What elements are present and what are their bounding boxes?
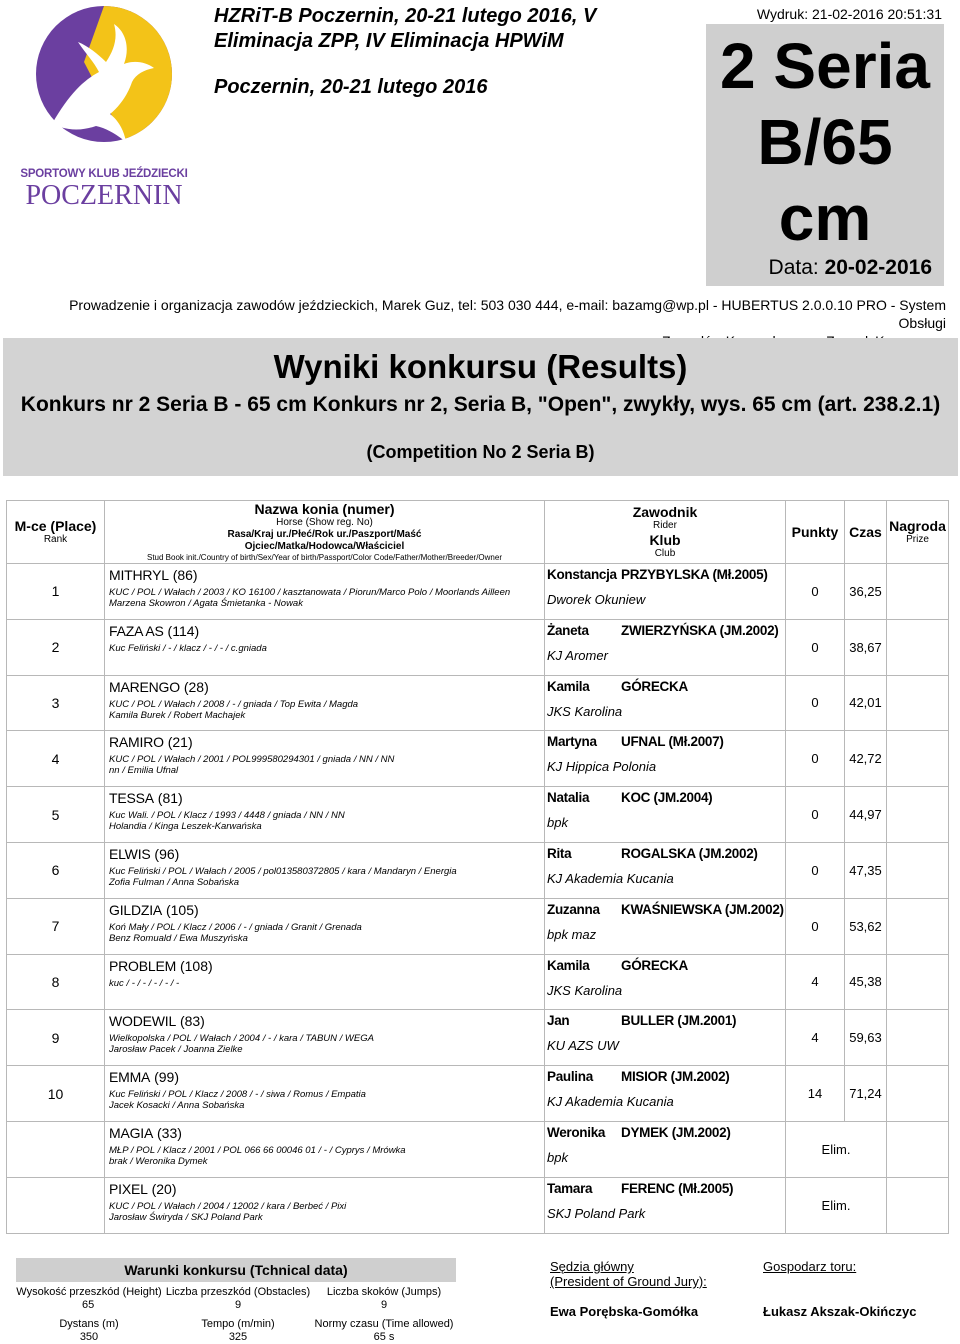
- rider-club: KJ Hippica Polonia: [547, 759, 657, 775]
- rank-cell: 6: [7, 842, 105, 898]
- horse-title: ELWIS: [109, 845, 151, 862]
- header-stud-book: Stud Book init./Country of birth/Sex/Year of birth/Passport/Color Code/Father/Mother/Breeder/Owner: [147, 553, 502, 562]
- rider-cell: [545, 787, 786, 843]
- time-cell: 44,97: [845, 787, 887, 843]
- rider-cell: [545, 1010, 786, 1066]
- technical-data-title: Warunki konkursu (Tchnical data): [16, 1258, 456, 1282]
- horse-title: MITHRYL: [109, 567, 169, 583]
- rider-cell: [545, 675, 786, 731]
- horse-breed-info: MŁP / POL / Klacz / 2001 / POL 066 66 00046 01 / - / Cyprys / Mrówka: [109, 1144, 406, 1156]
- table-header-row: [7, 501, 949, 564]
- prize-cell: [887, 564, 949, 620]
- rider-club: bpk maz: [547, 926, 597, 942]
- points-cell: 0: [786, 842, 845, 898]
- distance-cell: [14, 1318, 164, 1344]
- horse-name: [109, 790, 544, 806]
- horse-name: [109, 567, 544, 583]
- rank-cell: 10: [7, 1066, 105, 1122]
- horse-owner-info: Jacek Kosacki / Anna Sobańska: [109, 1100, 245, 1112]
- header-rank-label: Rank: [43, 534, 68, 545]
- horse-cell: [105, 898, 545, 954]
- horse-owner-info: Benz Romuald / Ewa Muszyńska: [109, 932, 248, 944]
- rider-first-name: Kamila: [547, 678, 590, 694]
- table-row: [7, 1066, 949, 1122]
- horse-info: [109, 810, 544, 832]
- horse-owner-info: nn / Emilia Ufnal: [109, 765, 179, 777]
- rider-cell: [545, 1121, 786, 1177]
- results-body: [7, 564, 949, 1234]
- rider-first-name: Kamila: [547, 957, 590, 973]
- rider-name: [547, 1125, 785, 1140]
- horse-number: (114): [167, 622, 200, 639]
- horse-cell: [105, 1177, 545, 1233]
- points-cell: 0: [786, 787, 845, 843]
- horse-cell: [105, 787, 545, 843]
- height-label: Wysokość przeszkód (Height): [16, 1286, 162, 1298]
- horse-breed-info: KUC / POL / Wałach / 2001 / POL999580294301 / gniada / NN / NN: [109, 754, 395, 766]
- horse-number: (96): [154, 845, 180, 862]
- horse-breed-info: Kuc Wali. / POL / Klacz / 1993 / 4448 / gniada / NN / NN: [109, 810, 345, 822]
- horse-number: (33): [157, 1124, 182, 1141]
- horse-cell: [105, 1066, 545, 1122]
- jumps-value: 9: [380, 1299, 388, 1311]
- height-value: 65: [82, 1299, 95, 1311]
- rider-club: KJ Akademia Kucania: [547, 870, 674, 886]
- points-cell: 4: [786, 954, 845, 1010]
- rider-last-name: FERENC (Mł.2005): [621, 1180, 734, 1196]
- rider-name: [547, 623, 785, 638]
- competition-number: (Competition No 2 Seria B): [366, 442, 595, 462]
- horse-name: [109, 902, 544, 918]
- horse-info: [109, 643, 544, 654]
- header-breed: Rasa/Kraj ur./Płeć/Rok ur./Paszport/Maść: [227, 529, 422, 540]
- rider-club: SKJ Poland Park: [547, 1205, 646, 1221]
- horse-breed-info: KUC / POL / Wałach / 2004 / 12002 / kara / Berbeć / Pixi: [109, 1200, 347, 1212]
- header-place-label: M-ce (Place): [14, 518, 97, 534]
- rider-club: KU AZS UW: [547, 1038, 619, 1054]
- horse-breed-info: Kuc Feliński / POL / Wałach / 2005 / pol013580372805 / kara / Mandaryn / Energia: [109, 865, 457, 877]
- horse-number: (20): [151, 1180, 177, 1197]
- points-cell: 4: [786, 1010, 845, 1066]
- table-row: [7, 1121, 949, 1177]
- rider-first-name: Konstancja: [547, 567, 617, 582]
- event-place: Poczernin, 20-21 lutego 2016: [214, 76, 488, 98]
- horse-breed-info: Kuc Feliński / - / klacz / - / - / c.gniada: [109, 642, 267, 654]
- rank-cell: [7, 1177, 105, 1233]
- rider-name: [547, 1069, 785, 1084]
- header-horse: [105, 501, 545, 564]
- logo-text-line1: SPORTOWY KLUB JEŹDZIECKI: [20, 168, 188, 180]
- header-parents: Ojciec/Matka/Hodowca/Właściciel: [244, 541, 405, 552]
- rider-last-name: MISIOR (JM.2002): [621, 1069, 730, 1085]
- elimination-cell: Elim.: [786, 1121, 887, 1177]
- rider-club: bpk: [547, 815, 568, 831]
- rider-club: JKS Karolina: [547, 982, 623, 998]
- rank-cell: 9: [7, 1010, 105, 1066]
- rider-last-name: ZWIERZYŃSKA (JM.2002): [621, 622, 779, 638]
- rider-last-name: ROGALSKA (JM.2002): [621, 845, 758, 861]
- rider-first-name: Zuzanna: [547, 901, 600, 917]
- horse-owner-info: Zofia Fulman / Anna Sobańska: [109, 876, 240, 888]
- time-cell: 42,72: [845, 731, 887, 787]
- horse-info: [109, 1145, 544, 1167]
- rider-name: [547, 846, 785, 861]
- prize-cell: [887, 898, 949, 954]
- points-cell: 0: [786, 564, 845, 620]
- horse-info: [109, 1201, 544, 1223]
- prize-cell: [887, 1010, 949, 1066]
- rank-cell: 5: [7, 787, 105, 843]
- height-cell: [14, 1286, 164, 1312]
- series-name: 2 Seria B/65 cm: [720, 30, 930, 254]
- prize-cell: [887, 675, 949, 731]
- rider-cell: [545, 619, 786, 675]
- judge-label-1: Sędzia główny: [550, 1259, 634, 1274]
- organizer-line1: Prowadzenie i organizacja zawodów jeździeckich, Marek Guz, tel: 503 030 444, e-mail: bazamg@wp.pl - HUBERTUS 2.0.0.10 PRO - System Obsługi: [69, 297, 946, 331]
- table-row: [7, 564, 949, 620]
- event-title: HZRiT-B Poczernin, 20-21 lutego 2016, V Eliminacja ZPP, IV Eliminacja HPWiM: [214, 5, 597, 52]
- prize-cell: [887, 842, 949, 898]
- table-row: [7, 787, 949, 843]
- rider-last-name: UFNAL (Mł.2007): [621, 734, 724, 750]
- date-value: 20-02-2016: [824, 256, 932, 279]
- elimination-cell: Elim.: [786, 1177, 887, 1233]
- time-cell: 59,63: [845, 1010, 887, 1066]
- horse-number: (108): [179, 957, 213, 974]
- header-time: [845, 501, 887, 564]
- logo-text-line2: POCZERNIN: [25, 180, 183, 211]
- rider-cell: [545, 842, 786, 898]
- distance-value: 350: [79, 1331, 99, 1343]
- horse-info: [109, 922, 544, 944]
- time-cell: 47,35: [845, 842, 887, 898]
- rider-name: [547, 679, 785, 694]
- header-points: [786, 501, 845, 564]
- header-time-label: Czas: [849, 524, 882, 540]
- horse-cell: [105, 954, 545, 1010]
- horse-title: PIXEL: [109, 1180, 148, 1197]
- rider-name: [547, 567, 785, 582]
- horse-cell: [105, 619, 545, 675]
- table-row: [7, 954, 949, 1010]
- series-date: [706, 256, 932, 280]
- tempo-label: Tempo (m/min): [201, 1318, 275, 1330]
- prize-cell: [887, 731, 949, 787]
- results-band: [3, 338, 958, 476]
- horse-breed-info: Wielkopolska / POL / Wałach / 2004 / - / kara / TABUN / WEGA: [109, 1033, 374, 1045]
- horse-breed-info: Kuc Feliński / POL / Klacz / 2008 / - / siwa / Romus / Empatia: [109, 1089, 366, 1101]
- rider-last-name: DYMEK (JM.2002): [621, 1124, 731, 1140]
- horse-cell: [105, 731, 545, 787]
- obstacles-label: Liczba przeszkód (Obstacles): [165, 1286, 311, 1298]
- time-allowed-label: Normy czasu (Time allowed): [314, 1318, 454, 1330]
- time-cell: 71,24: [845, 1066, 887, 1122]
- points-cell: 0: [786, 898, 845, 954]
- horse-cell: [105, 675, 545, 731]
- horse-breed-info: KUC / POL / Wałach / 2008 / - / gniada / Top Ewita / Magda: [109, 698, 359, 710]
- table-row: [7, 731, 949, 787]
- tempo-cell: [163, 1318, 313, 1344]
- table-row: [7, 898, 949, 954]
- header-points-label: Punkty: [791, 524, 839, 540]
- horse-info: [109, 978, 544, 989]
- horse-name: [109, 846, 544, 862]
- horse-title: MAGIA: [109, 1124, 154, 1141]
- time-cell: 42,01: [845, 675, 887, 731]
- rider-last-name: KOC (JM.2004): [621, 790, 713, 806]
- rider-first-name: Jan: [547, 1013, 570, 1029]
- rider-last-name: GÓRECKA: [621, 957, 688, 973]
- horse-breed-info: KUC / POL / Wałach / 2003 / KO 16100 / kasztanowata / Piorun/Marco Polo / Moorlands Ailleen: [109, 587, 511, 598]
- header-club-label: Klub: [649, 532, 681, 548]
- series-box: [706, 24, 944, 286]
- header-rider-label: Zawodnik: [632, 504, 698, 520]
- horse-name: [109, 1013, 544, 1029]
- time-cell: 36,25: [845, 564, 887, 620]
- horse-owner-info: Jarosław Świryda / SKJ Poland Park: [109, 1211, 263, 1223]
- rank-cell: 8: [7, 954, 105, 1010]
- header-prize-en: Prize: [906, 534, 929, 545]
- time-allowed-value: 65 s: [373, 1331, 395, 1343]
- horse-info: [109, 1089, 544, 1111]
- rider-first-name: Natalia: [547, 790, 590, 806]
- rank-cell: 2: [7, 619, 105, 675]
- horse-title: MARENGO: [109, 678, 180, 695]
- horse-breed-info: Koń Mały / POL / Klacz / 2006 / - / gniada / Granit / Grenada: [109, 921, 362, 933]
- horse-number: (99): [154, 1069, 179, 1086]
- horse-number: (28): [183, 678, 209, 695]
- rider-name: [547, 902, 785, 917]
- horse-owner-info: Holandia / Kinga Leszek-Karwańska: [109, 821, 262, 833]
- horse-owner-info: brak / Weronika Dymek: [109, 1155, 208, 1167]
- header-horse-label: Nazwa konia (numer): [254, 501, 395, 517]
- horse-cell: [105, 1010, 545, 1066]
- horse-name: [109, 623, 544, 639]
- rider-club: Dworek Okuniew: [547, 592, 646, 607]
- prize-cell: [887, 954, 949, 1010]
- rank-cell: 4: [7, 731, 105, 787]
- header-place: [7, 501, 105, 564]
- prize-cell: [887, 1177, 949, 1233]
- rider-cell: [545, 731, 786, 787]
- time-cell: 53,62: [845, 898, 887, 954]
- rider-club: JKS Karolina: [547, 703, 623, 719]
- rider-first-name: Weronika: [547, 1124, 606, 1140]
- horse-name: [109, 1125, 544, 1141]
- horse-title: PROBLEM: [109, 957, 177, 974]
- horse-cell: [105, 564, 545, 620]
- judge-block: [550, 1259, 707, 1289]
- table-row: [7, 619, 949, 675]
- points-cell: 0: [786, 675, 845, 731]
- horse-info: [109, 754, 544, 776]
- header-prize: [887, 501, 949, 564]
- horse-number: (83): [179, 1013, 205, 1030]
- rider-first-name: Tamara: [547, 1180, 593, 1196]
- table-row: [7, 1010, 949, 1066]
- rank-cell: [7, 1121, 105, 1177]
- jumps-cell: [309, 1286, 459, 1312]
- points-cell: 14: [786, 1066, 845, 1122]
- horse-name: [109, 1069, 544, 1085]
- horse-name: [109, 734, 544, 750]
- prize-cell: [887, 1066, 949, 1122]
- rider-first-name: Żaneta: [547, 622, 589, 638]
- rider-first-name: Martyna: [547, 734, 597, 750]
- rider-name: [547, 1013, 785, 1028]
- horse-title: RAMIRO: [109, 734, 164, 751]
- horse-name: [109, 1181, 544, 1197]
- horse-cell: [105, 842, 545, 898]
- judge-name: Ewa Porębska-Gomółka: [550, 1304, 699, 1319]
- horse-info: [109, 866, 544, 888]
- date-label: Data:: [768, 256, 819, 279]
- tempo-value: 325: [228, 1331, 248, 1343]
- print-timestamp: Wydruk: 21-02-2016 20:51:31: [756, 6, 942, 22]
- time-cell: 38,67: [845, 619, 887, 675]
- horse-name: [109, 679, 544, 695]
- horse-number: (105): [165, 901, 199, 918]
- rider-name: [547, 790, 785, 805]
- horse-info: [109, 587, 544, 609]
- rider-last-name: KWAŚNIEWSKA (JM.2002): [621, 901, 784, 917]
- horse-owner-info: Jarosław Pacek / Joanna Zielke: [109, 1044, 243, 1056]
- competition-name: Konkurs nr 2 Seria B - 65 cm Konkurs nr 2, Seria B, "Open", zwykły, wys. 65 cm (art. 238.2.1): [20, 393, 941, 416]
- header-prize-label: Nagroda: [889, 518, 946, 534]
- table-row: [7, 1177, 949, 1233]
- table-row: [7, 842, 949, 898]
- host-label: Gospodarz toru:: [763, 1259, 857, 1274]
- horse-title: GILDZIA: [109, 901, 163, 918]
- prize-cell: [887, 619, 949, 675]
- prize-cell: [887, 1121, 949, 1177]
- header-club-en: Club: [654, 548, 676, 559]
- header-horse-sub: Horse (Show reg. No): [276, 517, 373, 528]
- results-title: Wyniki konkursu (Results): [273, 348, 688, 385]
- horse-title: TESSA: [109, 790, 154, 807]
- horse-name: [109, 958, 544, 974]
- rider-cell: [545, 898, 786, 954]
- time-cell: 45,38: [845, 954, 887, 1010]
- distance-label: Dystans (m): [59, 1318, 119, 1330]
- rider-cell: [545, 1066, 786, 1122]
- rider-club: KJ Aromer: [547, 647, 608, 663]
- rider-cell: [545, 1177, 786, 1233]
- host-name: Łukasz Akszak-Okińczyc: [763, 1304, 917, 1319]
- rider-name: [547, 1181, 785, 1196]
- rider-name: [547, 734, 785, 749]
- rider-first-name: Paulina: [547, 1069, 593, 1085]
- results-table: [6, 500, 949, 1234]
- rider-club: KJ Akademia Kucania: [547, 1094, 674, 1110]
- club-logo: [14, 2, 194, 217]
- rider-club: bpk: [547, 1149, 568, 1165]
- rank-cell: 7: [7, 898, 105, 954]
- jumps-label: Liczba skoków (Jumps): [326, 1286, 442, 1298]
- horse-cell: [105, 1121, 545, 1177]
- obstacles-cell: [163, 1286, 313, 1312]
- horse-number: (81): [157, 790, 183, 807]
- points-cell: 0: [786, 731, 845, 787]
- horse-title: EMMA: [109, 1069, 151, 1086]
- rank-cell: 1: [7, 564, 105, 620]
- rider-last-name: BULLER (JM.2001): [621, 1013, 737, 1029]
- table-row: [7, 675, 949, 731]
- rider-name: [547, 958, 785, 973]
- rider-cell: [545, 954, 786, 1010]
- rank-cell: 3: [7, 675, 105, 731]
- horse-owner-info: Marzena Skowron / Agata Śmietanka - Nowak: [109, 598, 303, 609]
- rider-last-name: GÓRECKA: [621, 678, 688, 694]
- rider-cell: [545, 564, 786, 620]
- horse-info: [109, 1033, 544, 1055]
- horse-title: FAZA AS: [109, 622, 164, 639]
- rider-first-name: Rita: [547, 845, 572, 861]
- horse-breed-info: kuc / - / - / - / - / -: [109, 977, 180, 989]
- points-cell: 0: [786, 619, 845, 675]
- horse-number: (86): [172, 567, 198, 583]
- header-rider-en: Rider: [653, 520, 677, 531]
- horse-title: WODEWIL: [109, 1013, 177, 1030]
- rider-last-name: PRZYBYLSKA (Mł.2005): [621, 567, 768, 582]
- obstacles-value: 9: [234, 1299, 242, 1311]
- horse-owner-info: Kamila Burek / Robert Machajek: [109, 709, 246, 721]
- time-allowed-cell: [306, 1318, 462, 1344]
- horse-number: (21): [167, 734, 193, 751]
- horse-info: [109, 699, 544, 721]
- header-rider: [545, 501, 786, 564]
- prize-cell: [887, 787, 949, 843]
- judge-label-2: (President of Ground Jury):: [550, 1274, 707, 1289]
